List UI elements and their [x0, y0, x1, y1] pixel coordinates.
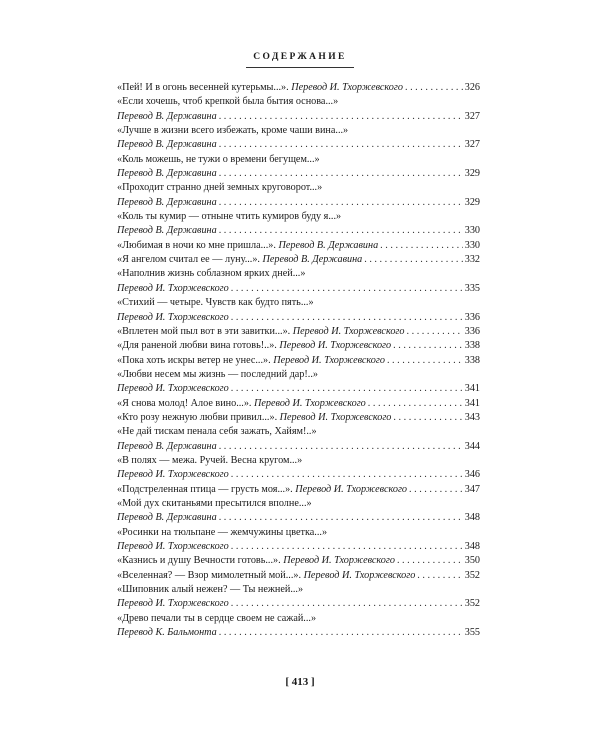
poem-title: «Для раненой любви вина готовь!..». — [117, 340, 277, 352]
translator: Перевод И. Тхоржевского — [254, 397, 366, 409]
poem-title: «Коль можешь, не тужи о времени бегущем...» — [117, 153, 320, 165]
toc-line — [117, 411, 480, 425]
toc-entry — [117, 153, 480, 182]
toc-entry-text — [117, 81, 403, 95]
translator: Перевод И. Тхоржевского — [273, 354, 385, 366]
toc-entry — [117, 239, 480, 253]
leader-dots — [409, 483, 463, 497]
toc-entry — [117, 411, 480, 425]
toc-line — [117, 569, 480, 583]
leader-dots — [417, 569, 462, 583]
toc-line — [117, 339, 480, 353]
toc-line — [117, 224, 480, 238]
toc-line — [117, 153, 480, 167]
leader-dots — [407, 325, 463, 339]
toc-line — [117, 311, 480, 325]
toc-entry — [117, 368, 480, 397]
poem-title: «Шиповник алый нежен? — Ты нежней...» — [117, 584, 304, 596]
toc-line — [117, 267, 480, 281]
leader-dots — [219, 511, 463, 525]
poem-title: «Проходит странно дней земных круговорот...» — [117, 182, 323, 194]
toc-line — [117, 583, 480, 597]
toc-entry — [117, 181, 480, 210]
translator: Перевод И. Тхоржевского — [303, 569, 416, 581]
toc-entry — [117, 483, 480, 497]
toc-entry — [117, 569, 480, 583]
poem-title: «Казнись и душу Вечности готовь...». — [117, 555, 281, 567]
translator: Перевод И. Тхоржевского — [295, 483, 408, 495]
leader-dots — [219, 440, 463, 454]
translator: Перевод И. Тхоржевского — [283, 555, 395, 567]
page-ref: 355 — [464, 627, 480, 639]
leader-dots — [231, 597, 463, 611]
leader-dots — [219, 196, 463, 210]
poem-title: «Росинки на тюльпане — жемчужины цветка...» — [117, 526, 328, 538]
toc-entry — [117, 267, 480, 296]
translator: Перевод И. Тхоржевского — [117, 541, 229, 552]
toc-line — [117, 425, 480, 439]
toc-line — [117, 454, 480, 468]
toc-line — [117, 483, 480, 497]
page-title: СОДЕРЖАНИЕ — [253, 52, 347, 62]
toc-entry-text — [117, 354, 385, 368]
leader-dots — [231, 311, 463, 325]
poem-title: «Любимая в ночи ко мне пришла...». — [117, 239, 276, 251]
poem-title: «Вселенная? — Взор мимолетный мой...». — [117, 569, 302, 581]
translator: Перевод И. Тхоржевского — [279, 340, 392, 352]
toc-entry-text — [117, 411, 391, 425]
toc-line — [117, 368, 480, 382]
poem-title: «В полях — межа. Ручей. Весна кругом...» — [117, 454, 303, 466]
poem-title: «Наполнив жизнь соблазном ярких дней...» — [117, 268, 306, 280]
toc-line — [117, 325, 480, 339]
page-ref: 338 — [464, 340, 480, 352]
page-ref: 329 — [464, 168, 480, 180]
toc-entry-text — [117, 339, 391, 353]
toc-entry — [117, 354, 480, 368]
leader-dots — [387, 354, 463, 368]
leader-dots — [219, 138, 463, 152]
toc-entry — [117, 397, 480, 411]
translator: Перевод В. Державина — [117, 512, 217, 524]
page-ref: 348 — [464, 512, 480, 524]
leader-dots — [405, 81, 463, 95]
poem-title: «Не дай тискам пенала себя зажать, Хайям!..» — [117, 426, 317, 438]
toc-line — [117, 239, 480, 253]
toc-line — [117, 540, 480, 554]
translator: Перевод В. Державина — [262, 254, 363, 266]
translator: Перевод И. Тхоржевского — [117, 469, 229, 481]
page-ref: 341 — [464, 383, 480, 395]
page-number: [ 413 ] — [285, 676, 315, 688]
translator: Перевод В. Державина — [117, 168, 217, 180]
toc-entry — [117, 95, 480, 124]
poem-title: «Подстреленная птица — грусть моя...». — [117, 483, 293, 495]
page-ref: 330 — [464, 239, 480, 251]
toc-line — [117, 138, 480, 152]
toc-entry — [117, 612, 480, 641]
page-ref: 326 — [464, 82, 480, 93]
translator: Перевод В. Державина — [117, 440, 217, 452]
toc-line — [117, 554, 480, 568]
toc-line — [117, 497, 480, 511]
toc-line — [117, 612, 480, 626]
page-ref: 336 — [464, 325, 480, 337]
leader-dots — [219, 224, 463, 238]
leader-dots — [219, 167, 463, 181]
poem-title: «Древо печали ты в сердце своем не сажай...» — [117, 612, 317, 624]
page-ref: 341 — [464, 397, 480, 409]
poem-title: «Лучше в жизни всего избежать, кроме чаши вина...» — [117, 125, 349, 137]
toc-entry — [117, 325, 480, 339]
page-ref: 332 — [464, 254, 480, 266]
toc-entry-text — [117, 253, 362, 267]
poem-title: «Коль ты кумир — отныне чтить кумиров буду я...» — [117, 211, 342, 223]
leader-dots — [397, 554, 463, 568]
leader-dots — [231, 282, 463, 296]
toc-line — [117, 468, 480, 482]
poem-title: «Если хочешь, чтоб крепкой была бытия основа...» — [117, 96, 339, 108]
translator: Перевод К. Бальмонта — [117, 627, 217, 639]
toc-line — [117, 124, 480, 138]
page-ref: 329 — [464, 196, 480, 208]
translator: Перевод И. Тхоржевского — [117, 282, 229, 294]
translator: Перевод В. Державина — [117, 225, 217, 237]
toc-line — [117, 626, 480, 640]
page-ref: 347 — [464, 483, 480, 495]
page-ref: 352 — [464, 598, 480, 610]
toc-entry — [117, 339, 480, 353]
toc-line — [117, 397, 480, 411]
translator: Перевод И. Тхоржевского — [117, 598, 229, 610]
translator: Перевод И. Тхоржевского — [117, 383, 229, 395]
leader-dots — [368, 397, 463, 411]
page-ref: 327 — [464, 110, 480, 122]
toc-entry — [117, 81, 480, 95]
page-ref: 338 — [464, 354, 480, 366]
page-ref: 327 — [464, 139, 480, 151]
toc-line — [117, 196, 480, 210]
page-ref: 330 — [464, 225, 480, 237]
translator: Перевод И. Тхоржевского — [291, 82, 403, 93]
toc-entry — [117, 583, 480, 612]
poem-title: «Пока хоть искры ветер не унес...». — [117, 354, 271, 366]
leader-dots — [219, 110, 463, 124]
leader-dots — [393, 339, 463, 353]
toc-line — [117, 81, 480, 95]
page-ref: 335 — [464, 282, 480, 294]
translator: Перевод В. Державина — [278, 239, 379, 251]
translator: Перевод В. Державина — [117, 110, 217, 122]
page-ref: 350 — [464, 555, 480, 567]
toc-entry — [117, 253, 480, 267]
toc-line — [117, 526, 480, 540]
toc-line — [117, 511, 480, 525]
page-ref: 352 — [464, 569, 480, 581]
poem-title: «Я снова молод! Алое вино...». — [117, 397, 252, 409]
toc-line — [117, 253, 480, 267]
toc-line — [117, 597, 480, 611]
toc-line — [117, 296, 480, 310]
poem-title: «Стихий — четыре. Чувств как будто пять...» — [117, 297, 314, 309]
toc-entry-text — [117, 483, 407, 497]
toc-line — [117, 210, 480, 224]
leader-dots — [364, 253, 462, 267]
header-divider — [246, 67, 354, 68]
page-ref: 346 — [464, 469, 480, 481]
poem-title: «Я ангелом считал ее — луну...». — [117, 254, 260, 266]
toc-entry — [117, 124, 480, 153]
toc-line — [117, 440, 480, 454]
toc-entry — [117, 425, 480, 454]
translator: Перевод В. Державина — [117, 139, 217, 151]
toc-line — [117, 382, 480, 396]
toc-entry — [117, 296, 480, 325]
leader-dots — [219, 626, 463, 640]
translator: Перевод В. Державина — [117, 196, 217, 208]
toc-line — [117, 181, 480, 195]
toc-entry-text — [117, 325, 405, 339]
toc-entry-text — [117, 554, 395, 568]
toc-entry-text — [117, 239, 378, 253]
toc-entry-text — [117, 397, 366, 411]
translator: Перевод И. Тхоржевского — [117, 311, 229, 323]
poem-title: «Мой дух скитаньями пресытился вполне...» — [117, 497, 312, 509]
toc-entry — [117, 497, 480, 526]
poem-title: «Кто розу нежную любви привил...». — [117, 411, 278, 423]
leader-dots — [393, 411, 462, 425]
toc-entry-text — [117, 569, 415, 583]
poem-title: «Пей! И в огонь весенней кутерьмы...». — [117, 82, 289, 93]
translator: Перевод И. Тхоржевского — [279, 411, 392, 423]
leader-dots — [231, 468, 463, 482]
poem-title: «Вплетен мой пыл вот в эти завитки...». — [117, 325, 291, 337]
table-of-contents — [117, 81, 480, 640]
toc-entry — [117, 554, 480, 568]
translator: Перевод И. Тхоржевского — [292, 325, 405, 337]
page-ref: 348 — [464, 541, 480, 552]
toc-entry — [117, 210, 480, 239]
toc-entry — [117, 526, 480, 555]
page-ref: 343 — [464, 411, 480, 423]
page-ref: 344 — [464, 440, 480, 452]
toc-line — [117, 354, 480, 368]
poem-title: «Любви несем мы жизнь — последний дар!..» — [117, 368, 318, 380]
toc-entry — [117, 454, 480, 483]
leader-dots — [231, 382, 463, 396]
toc-line — [117, 167, 480, 181]
leader-dots — [231, 540, 463, 554]
toc-line — [117, 95, 480, 109]
toc-line — [117, 282, 480, 296]
leader-dots — [380, 239, 463, 253]
toc-line — [117, 110, 480, 124]
page-ref: 336 — [464, 311, 480, 323]
